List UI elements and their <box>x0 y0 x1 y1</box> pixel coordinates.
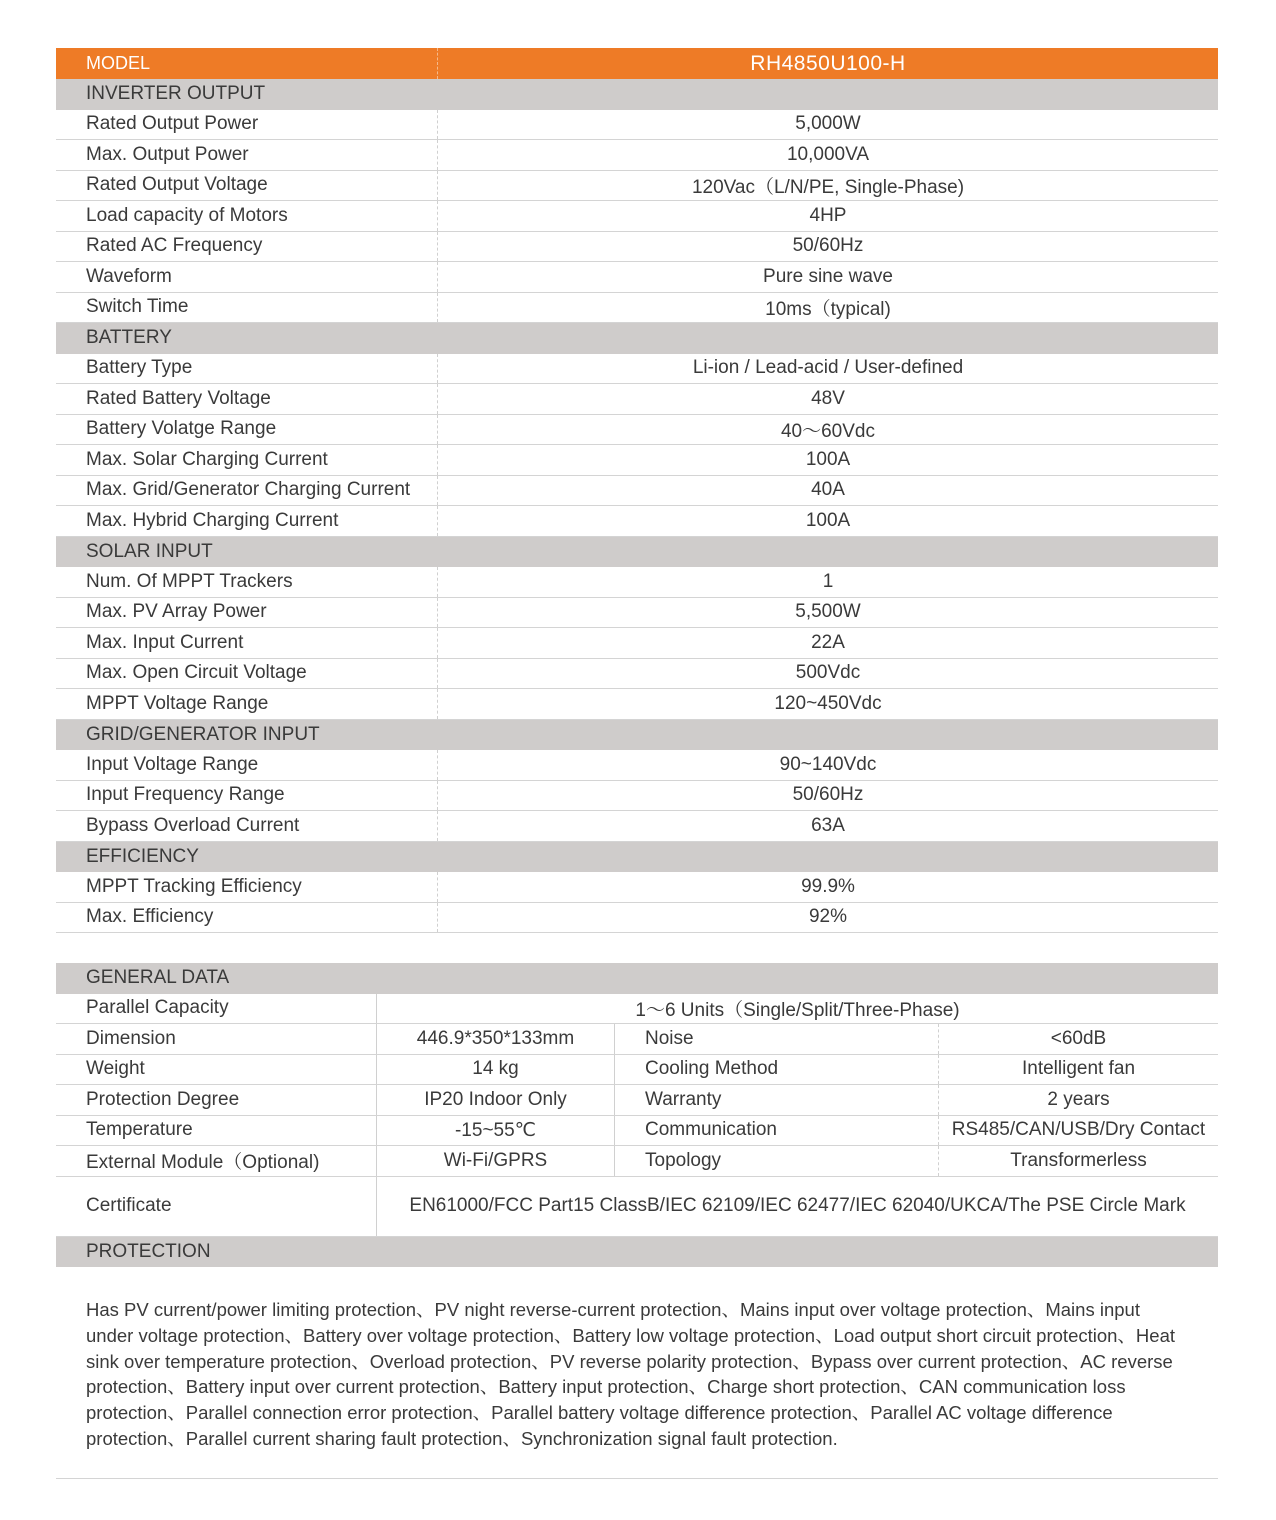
spec-label: Cooling Method <box>615 1055 939 1085</box>
spec-value: Transformerless <box>1010 1149 1147 1171</box>
spec-value: 14 kg <box>377 1055 615 1085</box>
spec-label: Rated Output Power <box>56 110 438 140</box>
spec-sections <box>56 79 1218 933</box>
spec-row <box>56 811 1218 842</box>
spec-row <box>56 171 1218 202</box>
spec-row <box>56 201 1218 232</box>
spec-value: 120Vac（L/N/PE, Single-Phase) <box>691 176 965 198</box>
section-header-protection: PROTECTION <box>56 1237 1218 1268</box>
spec-label: Input Frequency Range <box>56 781 438 811</box>
spec-row <box>56 232 1218 263</box>
spec-value: 100A <box>805 509 851 531</box>
spec-label: Max. Hybrid Charging Current <box>56 506 438 536</box>
model-row <box>56 48 1218 79</box>
spec-label: Max. Output Power <box>56 140 438 170</box>
spec-label: Input Voltage Range <box>56 750 438 780</box>
spec-label: Rated Battery Voltage <box>56 384 438 414</box>
spec-value: 99.9% <box>801 875 855 897</box>
spec-label: Load capacity of Motors <box>56 201 438 231</box>
general-row <box>56 1055 1218 1086</box>
spec-row <box>56 872 1218 903</box>
spec-value: IP20 Indoor Only <box>377 1085 615 1115</box>
spec-row <box>56 384 1218 415</box>
spec-row <box>56 659 1218 690</box>
general-row <box>56 1146 1218 1177</box>
spec-value: 1～6 Units（Single/Split/Three-Phase) <box>635 999 960 1021</box>
spec-label: Communication <box>615 1116 939 1146</box>
section-header: INVERTER OUTPUT <box>56 79 1218 110</box>
spec-row <box>56 354 1218 385</box>
spec-label: External Module（Optional) <box>56 1146 377 1176</box>
section-header: BATTERY <box>56 323 1218 354</box>
spec-value: 40～60Vdc <box>780 420 875 442</box>
spec-label: Warranty <box>615 1085 939 1115</box>
section-header: EFFICIENCY <box>56 842 1218 873</box>
spec-label: Dimension <box>56 1024 377 1054</box>
spec-label: Noise <box>615 1024 939 1054</box>
general-row <box>56 1024 1218 1055</box>
spec-row <box>56 140 1218 171</box>
spec-value: 50/60Hz <box>792 235 864 257</box>
spec-row <box>56 293 1218 324</box>
spec-row <box>56 689 1218 720</box>
spec-value: 120~450Vdc <box>774 692 882 714</box>
spec-value: 4HP <box>809 204 847 226</box>
spec-label: Certificate <box>56 1177 377 1236</box>
spec-row <box>56 415 1218 446</box>
spec-row <box>56 567 1218 598</box>
spec-value: 48V <box>811 387 845 409</box>
section-header: GRID/GENERATOR INPUT <box>56 720 1218 751</box>
spec-row <box>56 628 1218 659</box>
spec-value: 50/60Hz <box>792 784 864 806</box>
spec-label: Max. Efficiency <box>56 903 438 933</box>
spec-value: 5,500W <box>795 601 861 623</box>
model-label: MODEL <box>56 48 438 79</box>
spec-label: MPPT Voltage Range <box>56 689 438 719</box>
general-row-parallel-capacity <box>56 994 1218 1025</box>
spec-label: Num. Of MPPT Trackers <box>56 567 438 597</box>
spec-label: Rated Output Voltage <box>56 171 438 201</box>
general-row <box>56 1116 1218 1147</box>
spec-value: 40A <box>811 479 845 501</box>
protection-description: Has PV current/power limiting protection、PV night reverse-current protection、Mains input over voltage protection、Mains input under voltage protection、Battery over voltage protection、Battery low voltage protection、Load output short circuit protection、Heat sink over temperature protection、Overload protection、PV reverse polarity protection、Bypass over current protection、AC reverse protection、Battery input over current protection、Battery input protection、Charge short protection、CAN communication loss protection、Parallel connection error protection、Parallel battery voltage difference protection、Parallel AC voltage difference protection、Parallel current sharing fault protection、Synchronization signal fault protection. <box>56 1267 1218 1479</box>
spec-row <box>56 506 1218 537</box>
spec-label: Temperature <box>56 1116 377 1146</box>
spec-value: <60dB <box>1050 1027 1107 1049</box>
spec-label: Battery Volatge Range <box>56 415 438 445</box>
spec-value: RS485/CAN/USB/Dry Contact <box>951 1119 1206 1141</box>
spec-row <box>56 750 1218 781</box>
spec-value: 446.9*350*133mm <box>377 1024 615 1054</box>
spec-label: Bypass Overload Current <box>56 811 438 841</box>
spec-value: 2 years <box>1047 1088 1110 1110</box>
spec-value: 10ms（typical) <box>765 298 891 320</box>
spec-label: Max. Open Circuit Voltage <box>56 659 438 689</box>
spec-row <box>56 598 1218 629</box>
spec-value: Pure sine wave <box>763 265 893 287</box>
spec-value: Li-ion / Lead-acid / User-defined <box>692 357 964 379</box>
spec-value: 100A <box>805 448 851 470</box>
spec-value: EN61000/FCC Part15 ClassB/IEC 62109/IEC 62477/IEC 62040/UKCA/The PSE Circle Mark <box>409 1195 1186 1216</box>
spec-value: Intelligent fan <box>1021 1058 1136 1080</box>
spec-value: -15~55℃ <box>377 1116 615 1146</box>
spec-label: Weight <box>56 1055 377 1085</box>
spec-value: 90~140Vdc <box>779 753 877 775</box>
spec-row <box>56 110 1218 141</box>
spec-row <box>56 476 1218 507</box>
section-gap <box>56 933 1218 963</box>
spec-value: 5,000W <box>795 113 861 135</box>
general-row <box>56 1085 1218 1116</box>
model-value: RH4850U100-H <box>750 51 906 75</box>
spec-value: Wi-Fi/GPRS <box>377 1146 615 1176</box>
spec-value: 1 <box>822 570 834 592</box>
spec-label: Protection Degree <box>56 1085 377 1115</box>
spec-value: 63A <box>811 814 845 836</box>
section-header: SOLAR INPUT <box>56 537 1218 568</box>
spec-label: Max. Input Current <box>56 628 438 658</box>
spec-row <box>56 903 1218 934</box>
spec-label: Battery Type <box>56 354 438 384</box>
spec-label: Max. PV Array Power <box>56 598 438 628</box>
general-row-certificate <box>56 1177 1218 1237</box>
section-header-general-data: GENERAL DATA <box>56 963 1218 994</box>
spec-sheet <box>56 48 1218 1479</box>
spec-value: 92% <box>808 906 848 928</box>
spec-label: Max. Grid/Generator Charging Current <box>56 476 438 506</box>
spec-row <box>56 445 1218 476</box>
spec-label: MPPT Tracking Efficiency <box>56 872 438 902</box>
spec-value: 10,000VA <box>786 143 870 165</box>
spec-label: Max. Solar Charging Current <box>56 445 438 475</box>
spec-value: 22A <box>811 631 845 653</box>
general-rows <box>56 1024 1218 1177</box>
spec-label: Topology <box>615 1146 939 1176</box>
spec-label: Parallel Capacity <box>56 994 377 1024</box>
spec-row <box>56 262 1218 293</box>
spec-label: Waveform <box>56 262 438 292</box>
spec-row <box>56 781 1218 812</box>
spec-label: Switch Time <box>56 293 438 323</box>
spec-label: Rated AC Frequency <box>56 232 438 262</box>
spec-value: 500Vdc <box>795 662 861 684</box>
